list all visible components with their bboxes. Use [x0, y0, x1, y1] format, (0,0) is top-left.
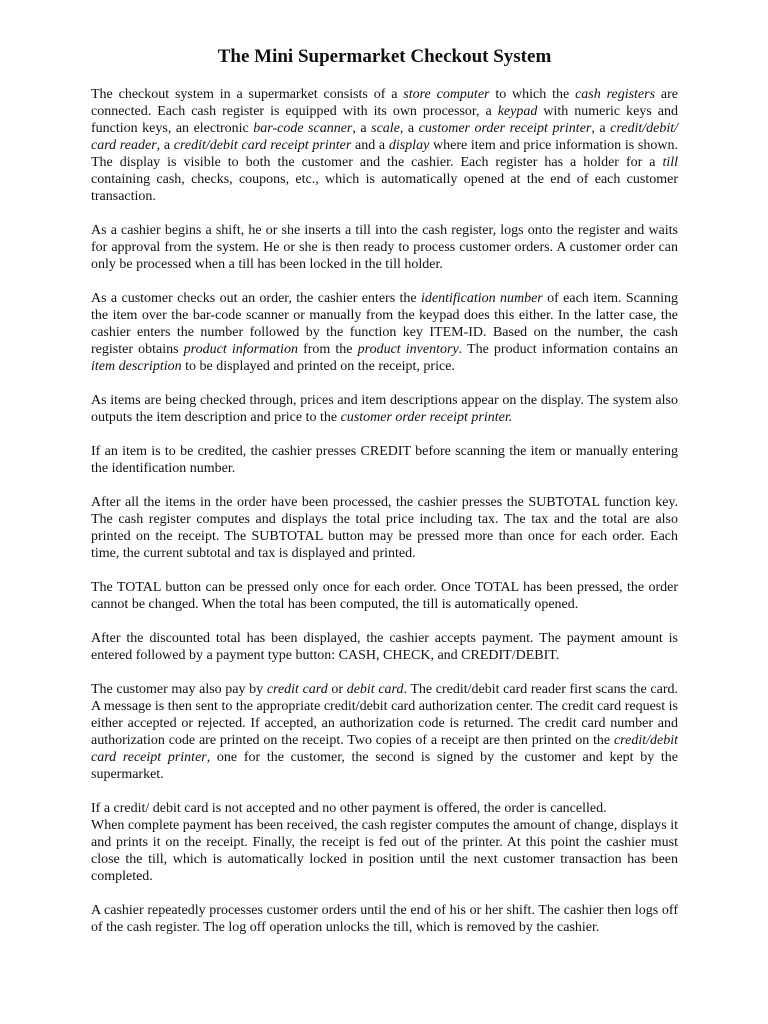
paragraph-subtotal: After all the items in the order have been processed, the cashier presses the SUBTOTAL function key. The cash register computes and displays the total price including tax. The tax and the total are also printed on the receipt. The SUBTOTAL button may be pressed more than once for each order. Each time, the current subtotal and tax is displayed and printed.: [91, 495, 678, 561]
term-product-inventory: product inventory: [357, 342, 459, 357]
term-display: display: [388, 138, 430, 153]
term-card-reader: credit/debit/ card reader: [91, 121, 679, 153]
paragraph-shift-start: As a cashier begins a shift, he or she inserts a till into the cash register, logs onto the register and waits for approval from the system. He or she is then ready to process customer orders. A customer order can only be processed when a till has been locked in the till holder.: [91, 223, 678, 272]
term-identification-number: identification number: [420, 291, 543, 306]
text-run: . The product information contains an: [458, 342, 679, 357]
text-run: As a customer checks out an order, the cashier enters the: [91, 291, 421, 306]
term-card-receipt-printer: credit/debit card receipt printer: [91, 733, 678, 765]
text-run: , a: [591, 121, 611, 136]
text-run: . The credit/debit card reader first scans the card. A message is then sent to the appropriate credit/debit card authorization center. The credit card request is either accepted or rejected. If accepted, an authorization code is returned. The credit card number and authorization code are printed on the receipt. Two copies of a receipt are then printed on the: [91, 682, 678, 748]
paragraph-item-entry: [91, 290, 678, 375]
term-keypad: keypad: [497, 104, 538, 119]
term-product-information: product information: [183, 342, 298, 357]
term-bar-code-scanner: bar-code scanner: [253, 121, 353, 136]
text-run: , a: [156, 138, 174, 153]
paragraph-card-payment: [91, 681, 678, 783]
term-till: till: [662, 155, 678, 170]
text-run: of each item. Scanning the item over the bar-code scanner or manually from the keypad does this either. In the latter case, the cashier enters the number followed by the function key ITEM-ID. Based on the number, the cash register obtains: [91, 291, 678, 357]
text-run: to which the: [489, 87, 576, 102]
paragraph-total: The TOTAL button can be pressed only once for each order. Once TOTAL has been pressed, the order cannot be changed. When the total has been computed, the till is automatically opened.: [91, 580, 678, 612]
term-customer-order-receipt-printer: customer order receipt printer: [418, 121, 592, 136]
paragraph-display-output: [91, 392, 678, 426]
text-run: , a: [352, 121, 372, 136]
paragraph-shift-end: A cashier repeatedly processes customer orders until the end of his or her shift. The cashier then logs off of the cash register. The log off operation unlocks the till, which is removed by the cashier.: [91, 903, 678, 935]
paragraph-payment: After the discounted total has been displayed, the cashier accepts payment. The payment amount is entered followed by a payment type button: CASH, CHECK, and CREDIT/DEBIT.: [91, 631, 678, 663]
paragraph-card-rejected: If a credit/ debit card is not accepted and no other payment is offered, the order is cancelled.: [91, 801, 607, 816]
term-item-description: item description: [91, 359, 182, 374]
term-credit-card: credit card: [266, 682, 328, 697]
text-run: and a: [351, 138, 389, 153]
text-run: with numeric keys and function keys, an electronic: [91, 104, 678, 136]
paragraph-credit-item: If an item is to be credited, the cashier presses CREDIT before scanning the item or manually entering the identification number.: [91, 444, 678, 476]
text-run: , one for the customer, the second is signed by the customer and kept by the supermarket.: [91, 750, 679, 782]
text-run: The checkout system in a supermarket consists of a: [91, 87, 404, 102]
document-title: The Mini Supermarket Checkout System: [217, 46, 552, 67]
text-run: to be displayed and printed on the receipt, price.: [181, 359, 455, 374]
text-run: or: [327, 682, 347, 697]
paragraph-change: When complete payment has been received, the cash register computes the amount of change, displays it and prints it on the receipt. Finally, the receipt is fed out of the printer. At this point the cashier must close the till, which is automatically locked in position until the next customer transaction has been completed.: [91, 818, 678, 884]
term-customer-order-receipt-printer: customer order receipt printer.: [340, 410, 513, 425]
term-debit-card: debit card: [346, 682, 404, 697]
term-store-computer: store computer: [403, 87, 490, 102]
paragraph-system-overview: [91, 86, 678, 205]
term-card-receipt-printer: credit/debit card receipt printer: [173, 138, 352, 153]
text-run: where item and price information is shown. The display is visible to both the customer and the cashier. Each register has a holder for a: [91, 138, 678, 170]
text-run: As items are being checked through, prices and item descriptions appear on the display. The system also outputs the item description and price to the: [91, 393, 678, 425]
term-cash-registers: cash registers: [575, 87, 656, 102]
text-run: from the: [297, 342, 358, 357]
text-run: The customer may also pay by: [91, 682, 267, 697]
text-run: are connected. Each cash register is equipped with its own processor, a: [91, 87, 678, 119]
term-scale: scale: [371, 121, 400, 136]
text-run: containing cash, checks, coupons, etc., which is automatically opened at the end of each customer transaction.: [91, 172, 678, 204]
text-run: , a: [399, 121, 419, 136]
